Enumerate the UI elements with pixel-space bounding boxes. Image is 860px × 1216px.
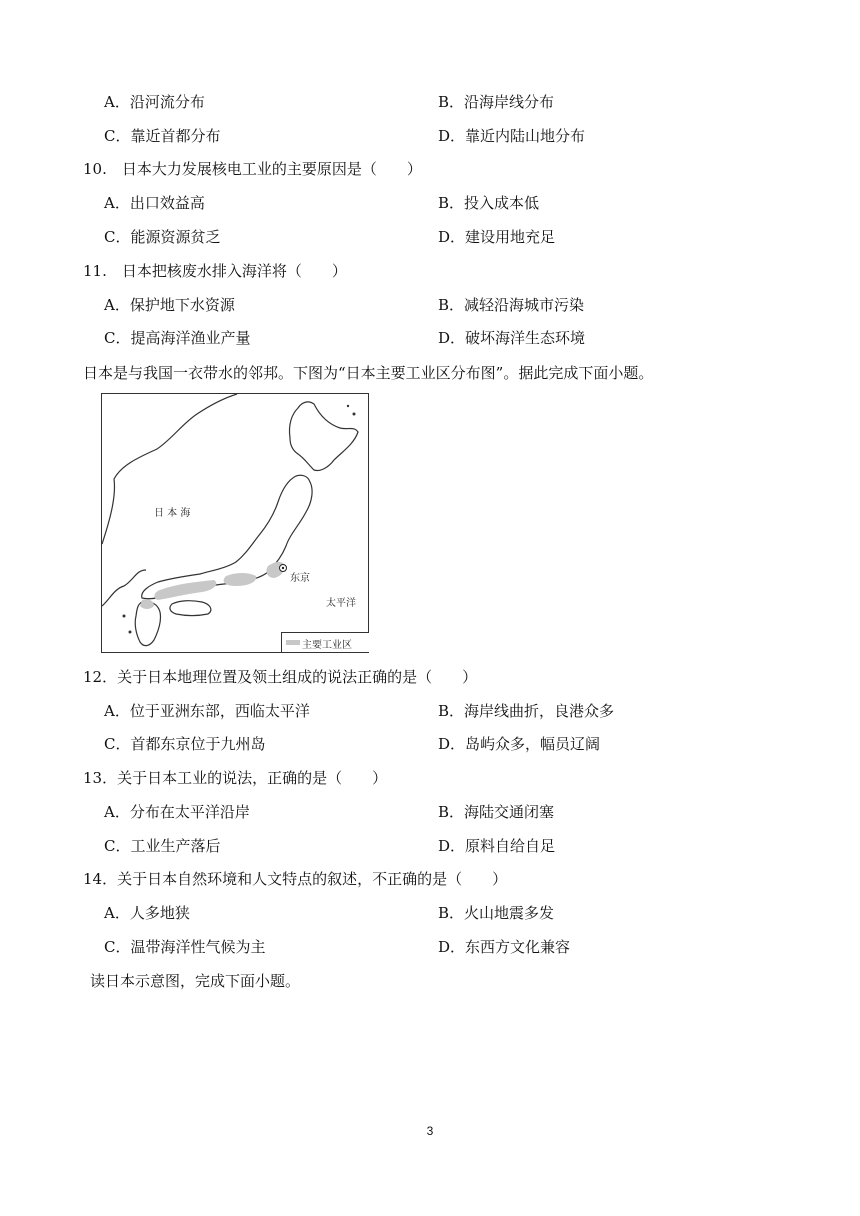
small-island bbox=[123, 615, 126, 618]
legend-label: 主要工业区 bbox=[302, 640, 352, 651]
q14-option-d: D．东西方文化兼容 bbox=[438, 938, 571, 956]
industrial-belt-kitakyushu bbox=[140, 599, 154, 609]
q13-option-d: D．原料自给自足 bbox=[438, 837, 556, 855]
q10-option-a: A．出口效益高 bbox=[104, 194, 205, 212]
q11-option-a: A．保护地下水资源 bbox=[104, 296, 235, 314]
q11-stem: 11. 日本把核废水排入海洋将（ ） bbox=[83, 262, 347, 280]
pacific-ocean-label: 太平洋 bbox=[326, 598, 356, 609]
sea-of-japan-label: 日 本 海 bbox=[154, 508, 191, 519]
q12-option-c: C．首都东京位于九州岛 bbox=[104, 735, 266, 753]
q9-option-b: B．沿海岸线分布 bbox=[438, 93, 555, 111]
small-island bbox=[129, 631, 132, 634]
q11-option-c: C．提高海洋渔业产量 bbox=[104, 329, 251, 347]
small-island bbox=[353, 413, 356, 416]
q14-option-b: B．火山地震多发 bbox=[438, 904, 555, 922]
q14-option-a: A．人多地狭 bbox=[104, 904, 190, 922]
q13-option-b: B．海陆交通闭塞 bbox=[438, 803, 555, 821]
q9-option-d: D．靠近内陆山地分布 bbox=[438, 127, 586, 145]
q14-option-c: C．温带海洋性气候为主 bbox=[104, 938, 266, 956]
q11-option-b: B．减轻沿海城市污染 bbox=[438, 296, 585, 314]
q13-option-c: C．工业生产落后 bbox=[104, 837, 221, 855]
q12-option-b: B．海岸线曲折，良港众多 bbox=[438, 702, 615, 720]
mainland-coast bbox=[102, 394, 237, 544]
tokyo-label: 东京 bbox=[290, 573, 310, 584]
page-number: 3 bbox=[426, 1124, 434, 1138]
q12-option-a: A．位于亚洲东部，西临太平洋 bbox=[104, 702, 310, 720]
q13-stem: 13．关于日本工业的说法，正确的是（ ） bbox=[83, 769, 388, 787]
shikoku-island bbox=[170, 601, 211, 616]
q12-option-d: D．岛屿众多，幅员辽阔 bbox=[438, 735, 601, 753]
map2-intro-text: 读日本示意图，完成下面小题。 bbox=[90, 972, 301, 990]
tokyo-marker-dot bbox=[282, 567, 284, 569]
japan-industrial-map bbox=[101, 393, 369, 653]
japan-map-drawing bbox=[102, 394, 368, 652]
legend-swatch bbox=[286, 640, 300, 645]
q9-option-c: C．靠近首都分布 bbox=[104, 127, 221, 145]
q10-option-c: C．能源资源贫乏 bbox=[104, 228, 221, 246]
q12-stem: 12．关于日本地理位置及领土组成的说法正确的是（ ） bbox=[83, 668, 478, 686]
q14-stem: 14．关于日本自然环境和人文特点的叙述，不正确的是（ ） bbox=[83, 870, 508, 888]
q10-option-b: B．投入成本低 bbox=[438, 194, 540, 212]
q13-option-a: A．分布在太平洋沿岸 bbox=[104, 803, 250, 821]
q9-option-a: A．沿河流分布 bbox=[104, 93, 205, 111]
q11-option-d: D．破坏海洋生态环境 bbox=[438, 329, 586, 347]
q10-option-d: D．建设用地充足 bbox=[438, 228, 556, 246]
small-island bbox=[347, 405, 349, 407]
map-legend bbox=[281, 632, 369, 652]
map-intro-text: 日本是与我国一衣带水的邻邦。下图为“日本主要工业区分布图”。据此完成下面小题。 bbox=[83, 364, 654, 382]
korea-peninsula bbox=[102, 570, 146, 606]
q10-stem: 10. 日本大力发展核电工业的主要原因是（ ） bbox=[83, 160, 422, 178]
hokkaido-island bbox=[289, 402, 358, 471]
